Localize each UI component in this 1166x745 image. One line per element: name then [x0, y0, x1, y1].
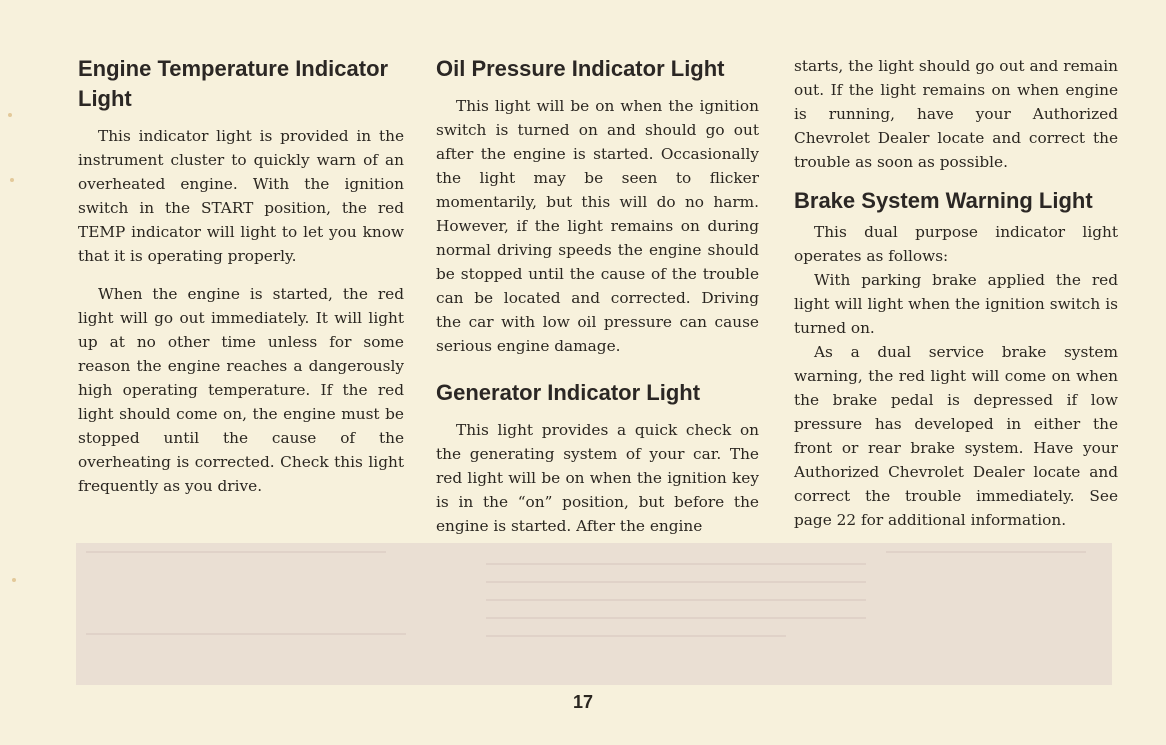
paragraph: This light will be on when the ignition switch is turned on and should go out after the engine is started. Occasionally the light may be seen to flicker momentarily, but this will do no harm. However, if the light remains on during normal driving speeds the engine should be stopped until the cause of the trouble can be located and corrected. Driving the car with low oil pressure can cause serious engine damage. — [436, 97, 759, 355]
heading-generator: Generator Indicator Light — [436, 380, 701, 405]
paragraph-continuation: starts, the light should go out and remain out. If the light remains on when engine is running, have your Authorized Chevrolet Dealer locate and correct the trouble as soon as possible. — [794, 57, 1118, 171]
paragraph: This indicator light is provided in the instrument cluster to quickly warn of an overheated engine. With the ignition switch in the START position, the red TEMP indicator will light to let you know that it is operating properly. — [78, 127, 404, 265]
paper-speck — [8, 113, 12, 117]
paragraph: This light provides a quick check on the generating system of your car. The red light will be on when the ignition key is in the “on” position, but before the engine is started. After the engine — [436, 421, 759, 535]
paragraph: With parking brake applied the red light will light when the ignition switch is turned on. — [794, 271, 1118, 337]
paragraph: This dual purpose indicator light operates as follows: — [794, 223, 1118, 265]
heading-engine-temperature: Engine Temperature Indicator Light — [78, 56, 389, 111]
column-oil-generator — [436, 54, 759, 558]
heading-oil-pressure: Oil Pressure Indicator Light — [436, 56, 725, 81]
heading-brake-system: Brake System Warning Light — [794, 188, 1093, 213]
bleed-through-area — [76, 543, 1112, 685]
paper-speck — [12, 578, 16, 582]
column-engine-temperature — [78, 54, 404, 512]
paragraph: As a dual service brake system warning, the red light will come on when the brake pedal is depressed if low pressure has developed in either the front or rear brake system. Have your Authorized Chevrolet Dealer locate and correct the trouble immediately. See page 22 for additional information. — [794, 343, 1118, 529]
page-number: 17 — [572, 692, 594, 712]
column-brake-system — [794, 54, 1118, 532]
paragraph: When the engine is started, the red light will go out immediately. It will light up at no other time unless for some reason the engine reaches a dangerously high operating temperature. If the red light should come on, the engine must be stopped until the cause of the overheating is corrected. Check this light frequently as you drive. — [78, 285, 404, 495]
paper-speck — [10, 178, 14, 182]
